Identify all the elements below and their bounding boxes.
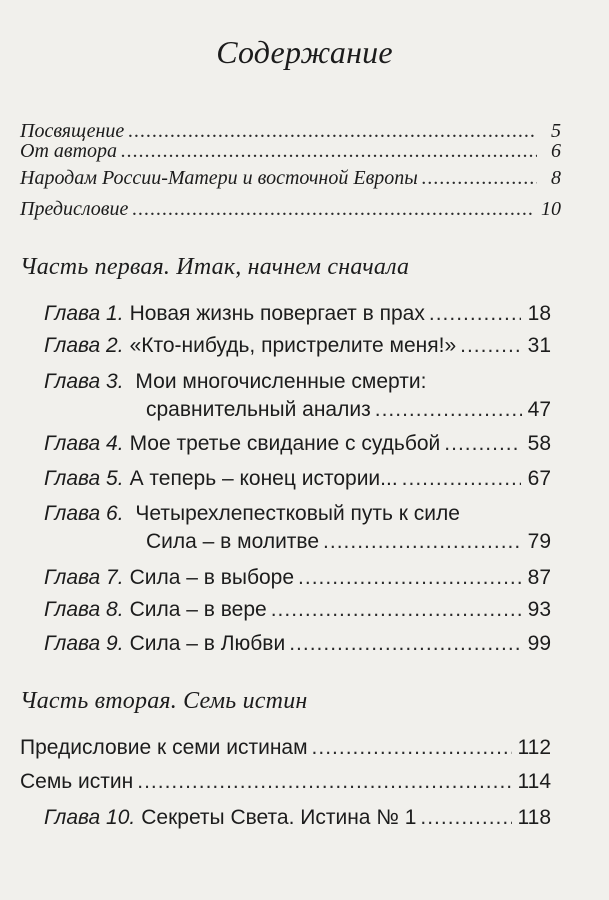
toc-chapter-7[interactable] xyxy=(44,566,551,590)
part-2-title: Часть вторая. Семь истин xyxy=(20,688,308,714)
chapter-page: 31 xyxy=(527,334,551,357)
dot-leader xyxy=(137,770,511,794)
dot-leader xyxy=(289,632,521,656)
toc-chapter-2[interactable] xyxy=(44,334,551,358)
chapter-page: 118 xyxy=(517,806,551,829)
chapter-label: Глава 2. xyxy=(44,334,124,357)
entry-title: От автора xyxy=(20,140,118,162)
dot-leader xyxy=(132,198,535,221)
chapter-page: 79 xyxy=(527,530,551,553)
chapter-title: Сила – в вере xyxy=(129,598,267,621)
toc-entry-preface[interactable] xyxy=(20,198,561,221)
toc-entry-seven-truths-preface[interactable] xyxy=(20,736,551,760)
toc-chapter-4[interactable] xyxy=(44,432,551,456)
chapter-page: 93 xyxy=(527,598,551,621)
entry-title: Семь истин xyxy=(20,770,134,793)
entry-page: 8 xyxy=(551,167,561,189)
dot-leader xyxy=(444,432,521,456)
entry-page: 10 xyxy=(541,198,561,220)
dot-leader xyxy=(312,736,512,760)
toc-chapter-3-line1[interactable] xyxy=(44,370,426,394)
chapter-title: Четырехлепестковый путь к силе xyxy=(135,502,460,525)
chapter-label: Глава 3. xyxy=(44,370,124,393)
toc-chapter-10[interactable] xyxy=(44,806,551,830)
chapter-title: Сила – в выборе xyxy=(129,566,295,589)
dot-leader xyxy=(460,334,521,358)
toc-entry-peoples[interactable] xyxy=(20,167,561,190)
entry-title: Предисловие xyxy=(20,198,129,220)
part-1-title: Часть первая. Итак, начнем сначала xyxy=(20,254,410,280)
dot-leader xyxy=(402,467,521,491)
chapter-label: Глава 10. xyxy=(44,806,136,829)
chapter-label: Глава 6. xyxy=(44,502,124,525)
dot-leader xyxy=(323,530,522,554)
toc-chapter-5[interactable] xyxy=(44,467,551,491)
entry-title: Посвящение xyxy=(20,120,125,142)
dot-leader xyxy=(429,302,521,326)
dot-leader xyxy=(271,598,521,622)
toc-chapter-6-line2[interactable] xyxy=(146,530,551,554)
dot-leader xyxy=(298,566,521,590)
toc-chapter-1[interactable] xyxy=(44,302,551,326)
chapter-title: Новая жизнь повергает в прах xyxy=(129,302,425,325)
chapter-page: 18 xyxy=(527,302,551,325)
chapter-label: Глава 4. xyxy=(44,432,124,455)
toc-title: Содержание xyxy=(216,34,393,70)
entry-page: 114 xyxy=(517,770,551,793)
chapter-page: 47 xyxy=(527,398,551,421)
entry-title: Народам России-Матери и восточной Европы xyxy=(20,167,418,189)
entry-page: 6 xyxy=(551,140,561,162)
dot-leader xyxy=(420,806,511,830)
toc-chapter-9[interactable] xyxy=(44,632,551,656)
toc-entry-from-author[interactable] xyxy=(20,140,561,163)
dot-leader xyxy=(121,140,537,163)
chapter-title: «Кто-нибудь, пристрелите меня!» xyxy=(129,334,457,357)
toc-entry-seven-truths[interactable] xyxy=(20,770,551,794)
chapter-page: 99 xyxy=(527,632,551,655)
chapter-title: А теперь – конец истории... xyxy=(129,467,398,490)
chapter-title: Сила – в Любви xyxy=(129,632,286,655)
chapter-label: Глава 1. xyxy=(44,302,124,325)
toc-chapter-6-line1[interactable] xyxy=(44,502,460,526)
chapter-page: 87 xyxy=(527,566,551,589)
chapter-title-cont: Сила – в молитве xyxy=(146,530,320,553)
dot-leader xyxy=(422,167,537,190)
chapter-label: Глава 8. xyxy=(44,598,124,621)
chapter-title: Секреты Света. Истина № 1 xyxy=(141,806,417,829)
toc-chapter-3-line2[interactable] xyxy=(146,398,551,422)
chapter-title: Мое третье свидание с судьбой xyxy=(129,432,441,455)
chapter-label: Глава 9. xyxy=(44,632,124,655)
entry-page: 112 xyxy=(517,736,551,759)
chapter-title: Мои многочисленные смерти: xyxy=(135,370,427,393)
chapter-page: 58 xyxy=(527,432,551,455)
chapter-label: Глава 5. xyxy=(44,467,124,490)
dot-leader xyxy=(375,398,522,422)
entry-title: Предисловие к семи истинам xyxy=(20,736,308,759)
chapter-page: 67 xyxy=(527,467,551,490)
entry-page: 5 xyxy=(551,120,561,142)
chapter-label: Глава 7. xyxy=(44,566,124,589)
toc-chapter-8[interactable] xyxy=(44,598,551,622)
chapter-title-cont: сравнительный анализ xyxy=(146,398,371,421)
